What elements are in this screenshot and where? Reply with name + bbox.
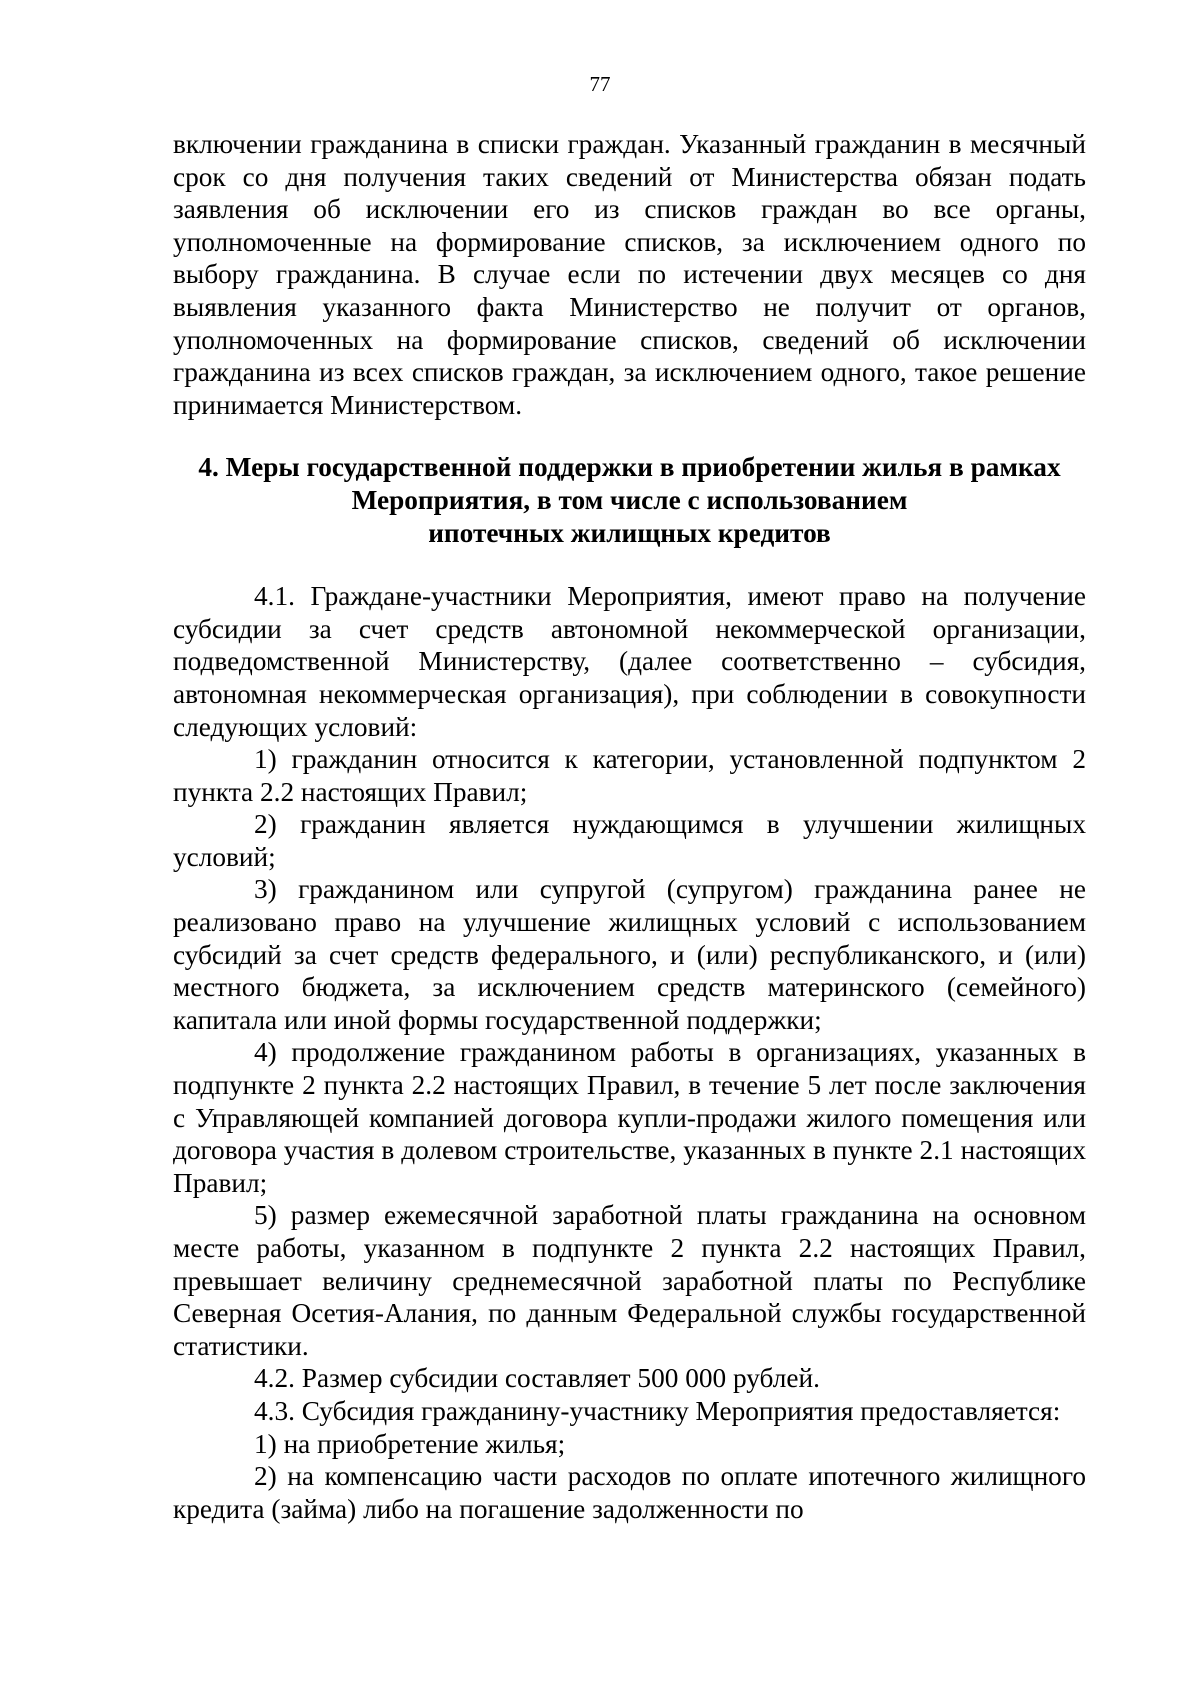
paragraph-4-3: 4.3. Субсидия гражданину-участнику Мероприятия предоставляется:	[254, 1395, 1061, 1426]
page-number: 77	[589, 72, 611, 96]
document-body	[173, 128, 1086, 1525]
condition-3: 3) гражданином или супругой (супругом) гражданина ранее не реализовано право на улучшение жилищных условий с использованием субсидий за счет средств федерального, и (или) республиканского, и (или) местного бюджета, за исключением средств материнского (семейного) капитала или иной формы государственной поддержки;	[173, 874, 1086, 1035]
section-heading	[173, 451, 1086, 549]
subsidy-purpose-2: 2) на компенсацию части расходов по оплате ипотечного жилищного кредита (займа) либо на погашение задолженности по	[173, 1461, 1086, 1524]
section-heading-line-3: ипотечных жилищных кредитов	[428, 517, 831, 548]
continuation-paragraph: включении гражданина в списки граждан. Указанный гражданин в месячный срок со дня получения таких сведений от Министерства обязан подать заявления об исключении его из списков граждан во все органы, уполномоченные на формирование списков, за исключением одного по выбору гражданина. В случае если по истечении двух месяцев со дня выявления указанного факта Министерство не получит от органов, уполномоченных на формирование списков, сведений об исключении гражданина из всех списков граждан, за исключением одного, такое решение принимается Министерством.	[173, 129, 1086, 420]
subsidy-purpose-1: 1) на приобретение жилья;	[254, 1428, 566, 1459]
section-heading-line-1: 4. Меры государственной поддержки в приобретении жилья в рамках	[198, 452, 1061, 483]
paragraph-4-2: 4.2. Размер субсидии составляет 500 000 рублей.	[254, 1363, 820, 1394]
section-heading-line-2: Мероприятия, в том числе с использованием	[351, 484, 908, 515]
condition-2: 2) гражданин является нуждающимся в улучшении жилищных условий;	[173, 809, 1086, 872]
paragraph-4-1: 4.1. Граждане-участники Мероприятия, имеют право на получение субсидии за счет средств автономной некоммерческой организации, подведомственной Министерству, (далее соответственно – субсидия, автономная некоммерческая организация), при соблюдении в совокупности следующих условий:	[173, 581, 1086, 742]
condition-1: 1) гражданин относится к категории, установленной подпунктом 2 пункта 2.2 настоящих Правил;	[173, 744, 1086, 807]
condition-4: 4) продолжение гражданином работы в организациях, указанных в подпункте 2 пункта 2.2 настоящих Правил, в течение 5 лет после заключения с Управляющей компанией договора купли-продажи жилого помещения или договора участия в долевом строительстве, указанных в пункте 2.1 настоящих Правил;	[173, 1037, 1086, 1198]
condition-5: 5) размер ежемесячной заработной платы гражданина на основном месте работы, указанном в подпункте 2 пункта 2.2 настоящих Правил, превышает величину среднемесячной заработной платы по Республике Северная Осетия-Алания, по данным Федеральной службы государственной статистики.	[173, 1200, 1086, 1361]
